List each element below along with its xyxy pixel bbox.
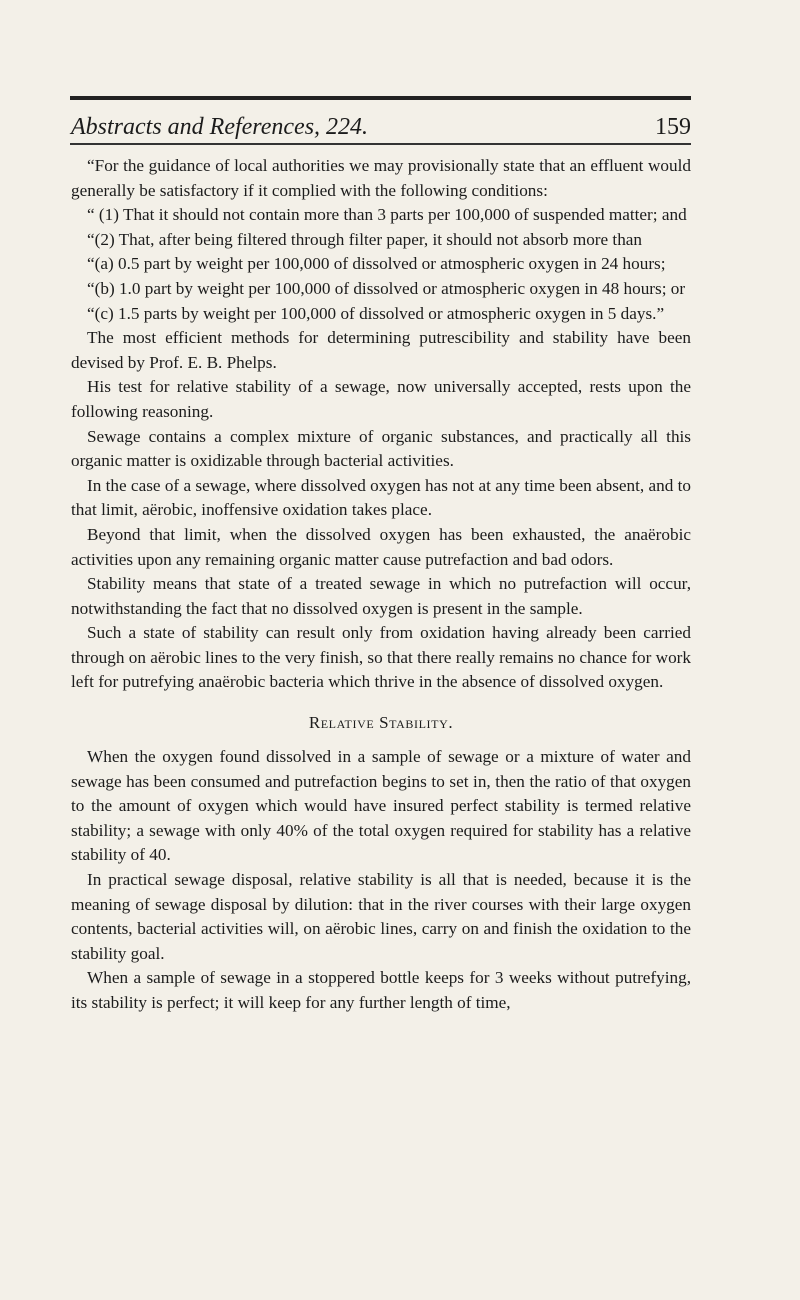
page-number: 159: [655, 114, 691, 140]
paragraph-sewage-composition: Sewage contains a complex mixture of organic substances, and practically all this organic matter is oxidizable through bacterial activities.: [71, 426, 691, 471]
paragraph-condition-b: “(b) 1.0 part by weight per 100,000 of dissolved or atmospheric oxygen in 48 hours; or: [87, 278, 686, 298]
paragraph-anaerobic-activity: Beyond that limit, when the dissolved oxygen has been exhausted, the anaërobic activities upon any remaining organic matter cause putrefaction and bad odors.: [71, 524, 691, 569]
paragraph-condition-2: “(2) That, after being filtered through filter paper, it should not absorb more than: [87, 229, 643, 249]
paragraph-practical-disposal: In practical sewage disposal, relative stability is all that is needed, because it is the meaning of sewage disposal by dilution: that in the river courses with their large oxygen contents, bacterial activities will, on aërobic lines, carry on and finish the oxidation to the stability goal.: [71, 870, 691, 963]
paragraph-condition-c: “(c) 1.5 parts by weight per 100,000 of dissolved or atmospheric oxygen in 5 days.”: [87, 303, 665, 323]
paragraph-condition-a: “(a) 0.5 part by weight per 100,000 of dissolved or atmospheric oxygen in 24 hours;: [87, 254, 666, 274]
header-rule: [70, 143, 691, 145]
page-header: [71, 111, 691, 143]
paragraph-stoppered-bottle: When a sample of sewage in a stoppered bottle keeps for 3 weeks without putrefying, its stability is perfect; it will keep for any further length of time,: [71, 968, 691, 1012]
paragraph-relative-stability-test: His test for relative stability of a sewage, now universally accepted, rests upon the following reasoning.: [71, 377, 691, 421]
paragraph-condition-1: “ (1) That it should not contain more than 3 parts per 100,000 of suspended matter; and: [87, 205, 687, 225]
paragraph-relative-stability-ratio: When the oxygen found dissolved in a sample of sewage or a mixture of water and sewage has been consumed and putrefaction begins to set in, then the ratio of that oxygen to the amount of oxygen which would have insured perfect stability is termed relative stability; a sewage with only 40% of the total oxygen required for stability has a relative stability of 40.: [71, 747, 691, 865]
paragraph-aerobic-oxidation: In the case of a sewage, where dissolved oxygen has not at any time been absent, and to that limit, aërobic, inoffensive oxidation takes place.: [71, 475, 691, 520]
body-text: [71, 154, 691, 1016]
running-title: Abstracts and References, 224.: [71, 114, 369, 140]
paragraph-guidance: “For the guidance of local authorities we may provisionally state that an effluent would generally be satisfactory if it complied with the following conditions:: [71, 156, 691, 200]
section-heading: Relative Stability.: [308, 713, 454, 733]
paragraph-stability-definition: Stability means that state of a treated sewage in which no putrefaction will occur, notwithstanding the fact that no dissolved oxygen is present in the sample.: [71, 574, 691, 618]
paragraph-phelps-methods: The most efficient methods for determining putrescibility and stability have been devised by Prof. E. B. Phelps.: [71, 328, 691, 372]
paragraph-stability-result: Such a state of stability can result only from oxidation having already been carried through on aërobic lines to the very finish, so that there really remains no chance for work left for putrefying anaërobic bacteria which thrive in the absence of dissolved oxygen.: [71, 623, 691, 692]
top-rule: [70, 96, 691, 100]
